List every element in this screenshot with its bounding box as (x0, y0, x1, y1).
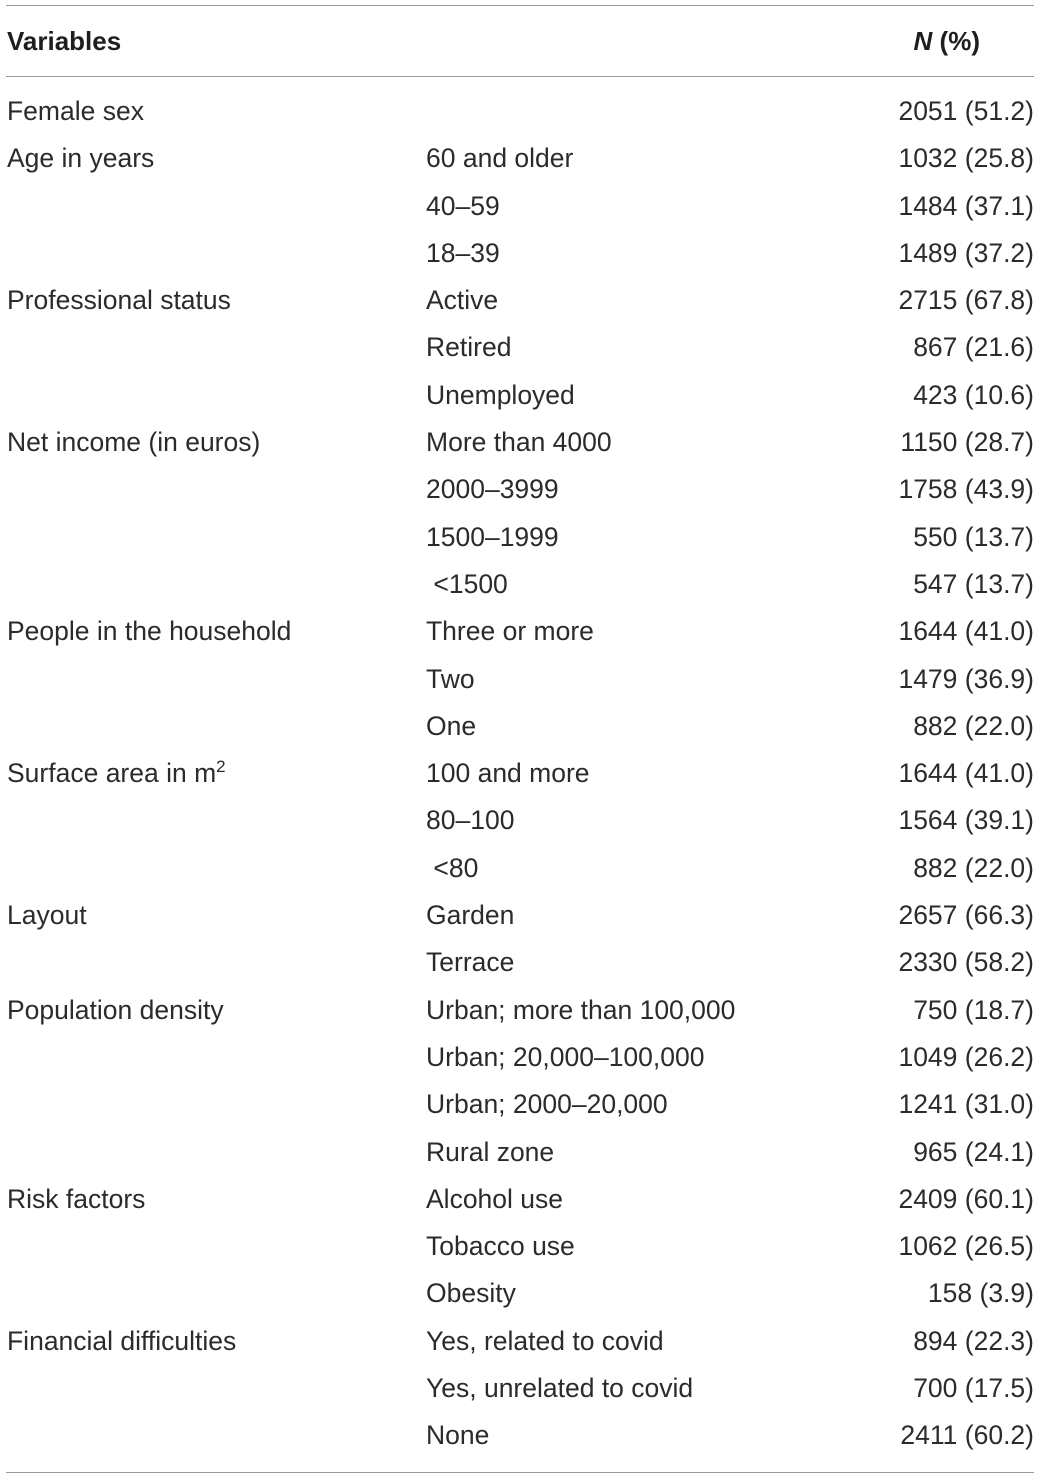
row-value: 750 (18.7) (913, 994, 1034, 1025)
row-variable (7, 987, 224, 1034)
row-category: 18–39 (426, 237, 500, 268)
row-value: 2657 (66.3) (898, 900, 1034, 931)
row-value: 158 (3.9) (927, 1278, 1034, 1309)
row-variable-text: Age in years (7, 143, 155, 174)
row-category: Urban; 20,000–100,000 (426, 1041, 705, 1072)
table-row (0, 1129, 1040, 1176)
table-row (0, 1176, 1040, 1223)
row-category: 1500–1999 (426, 521, 559, 552)
header-n-suffix: (%) (932, 26, 980, 56)
table-row (0, 892, 1040, 939)
row-variable (7, 135, 154, 182)
row-variable (7, 419, 260, 466)
row-variable-text: Risk factors (7, 1183, 146, 1214)
row-category: 60 and older (426, 143, 574, 174)
row-value: 2051 (51.2) (898, 96, 1034, 126)
table-row (0, 277, 1040, 324)
table-row (0, 939, 1040, 986)
row-value: 894 (22.3) (913, 1325, 1034, 1356)
row-variable-text: People in the household (7, 616, 292, 647)
row-value: 2330 (58.2) (898, 947, 1034, 978)
table-bottom-rule (6, 1472, 1034, 1473)
row-value: 700 (17.5) (913, 1373, 1034, 1404)
table-header-rule (6, 76, 1034, 77)
row-variable-text: Layout (7, 900, 87, 931)
table-row (0, 750, 1040, 797)
row-value: 1479 (36.9) (898, 663, 1034, 694)
header-n-letter: N (913, 26, 933, 56)
table-top-rule (6, 5, 1034, 6)
row-value: 2411 (60.2) (900, 1420, 1034, 1451)
table-row (0, 845, 1040, 892)
row-category: Active (426, 285, 499, 316)
table-row (0, 135, 1040, 182)
row-value: 1489 (37.2) (898, 237, 1034, 268)
row-category: One (426, 710, 477, 741)
row-value: 1062 (26.5) (898, 1231, 1034, 1262)
table-row (0, 1081, 1040, 1128)
row-category: Yes, related to covid (426, 1325, 664, 1356)
row-variable-text: Professional status (7, 285, 231, 316)
table-row (0, 1412, 1040, 1459)
row-value: 547 (13.7) (913, 568, 1034, 599)
table-row (0, 230, 1040, 277)
row-variable (7, 892, 87, 939)
row-category: 40–59 (426, 190, 500, 221)
header-variables: Variables (7, 26, 122, 56)
table-body (0, 88, 1040, 1460)
table-row (0, 1270, 1040, 1317)
row-category: <80 (426, 852, 479, 883)
row-category: 80–100 (426, 805, 515, 836)
table-row (0, 1365, 1040, 1412)
table-row (0, 88, 1040, 135)
row-category: 2000–3999 (426, 474, 559, 505)
row-variable-text: Surface area in m (7, 758, 217, 789)
row-variable (7, 1176, 145, 1223)
row-value: 2409 (60.1) (898, 1183, 1034, 1214)
row-category: Alcohol use (426, 1183, 564, 1214)
row-category: Obesity (426, 1278, 516, 1309)
table-row (0, 324, 1040, 371)
row-category: Garden (426, 900, 515, 931)
row-value: 1150 (28.7) (900, 427, 1034, 458)
row-value: 423 (10.6) (913, 379, 1034, 410)
table-row (0, 1318, 1040, 1365)
row-value: 965 (24.1) (913, 1136, 1034, 1167)
row-variable (7, 88, 144, 135)
header-n-percent (914, 26, 980, 57)
row-value: 1241 (31.0) (898, 1089, 1034, 1120)
table-row (0, 1223, 1040, 1270)
row-variable-text: Net income (in euros) (7, 427, 261, 458)
table-row (0, 419, 1040, 466)
row-value: 1644 (41.0) (898, 758, 1034, 789)
row-category: Unemployed (426, 379, 575, 410)
table-row (0, 656, 1040, 703)
row-category: Rural zone (426, 1136, 555, 1167)
row-variable-text: Population density (7, 994, 224, 1025)
table-row (0, 608, 1040, 655)
row-variable (7, 277, 231, 324)
row-category: None (426, 1420, 490, 1451)
row-category: Terrace (426, 947, 515, 978)
table-header (0, 22, 1040, 62)
row-category: Urban; 2000–20,000 (426, 1089, 668, 1120)
row-variable (7, 750, 226, 797)
row-category: Two (426, 663, 475, 694)
table-row (0, 703, 1040, 750)
row-value: 1484 (37.1) (898, 190, 1034, 221)
row-value: 550 (13.7) (913, 521, 1034, 552)
table-row (0, 372, 1040, 419)
table-row (0, 514, 1040, 561)
row-value: 882 (22.0) (913, 710, 1034, 741)
row-variable-text: Financial difficulties (7, 1325, 237, 1356)
table-row (0, 466, 1040, 513)
row-value: 882 (22.0) (913, 852, 1034, 883)
row-variable (7, 1318, 236, 1365)
row-value: 1758 (43.9) (898, 474, 1034, 505)
table-row (0, 183, 1040, 230)
row-variable (7, 608, 291, 655)
row-category: Three or more (426, 616, 594, 647)
row-value: 1564 (39.1) (898, 805, 1034, 836)
table-row (0, 797, 1040, 844)
row-value: 1049 (26.2) (898, 1041, 1034, 1072)
table-row (0, 987, 1040, 1034)
row-variable-text: Female sex (7, 96, 144, 126)
table-row (0, 1034, 1040, 1081)
row-value: 2715 (67.8) (898, 285, 1034, 316)
row-category: Yes, unrelated to covid (426, 1373, 694, 1404)
row-value: 1032 (25.8) (898, 143, 1034, 174)
table-row (0, 561, 1040, 608)
row-variable-superscript: 2 (216, 757, 226, 777)
row-category: More than 4000 (426, 427, 612, 458)
row-category: Urban; more than 100,000 (426, 994, 736, 1025)
row-category: Tobacco use (426, 1231, 575, 1262)
row-value: 867 (21.6) (913, 332, 1034, 363)
row-category: 100 and more (426, 758, 590, 789)
row-value: 1644 (41.0) (898, 616, 1034, 647)
row-category: <1500 (426, 568, 508, 599)
row-category: Retired (426, 332, 512, 363)
